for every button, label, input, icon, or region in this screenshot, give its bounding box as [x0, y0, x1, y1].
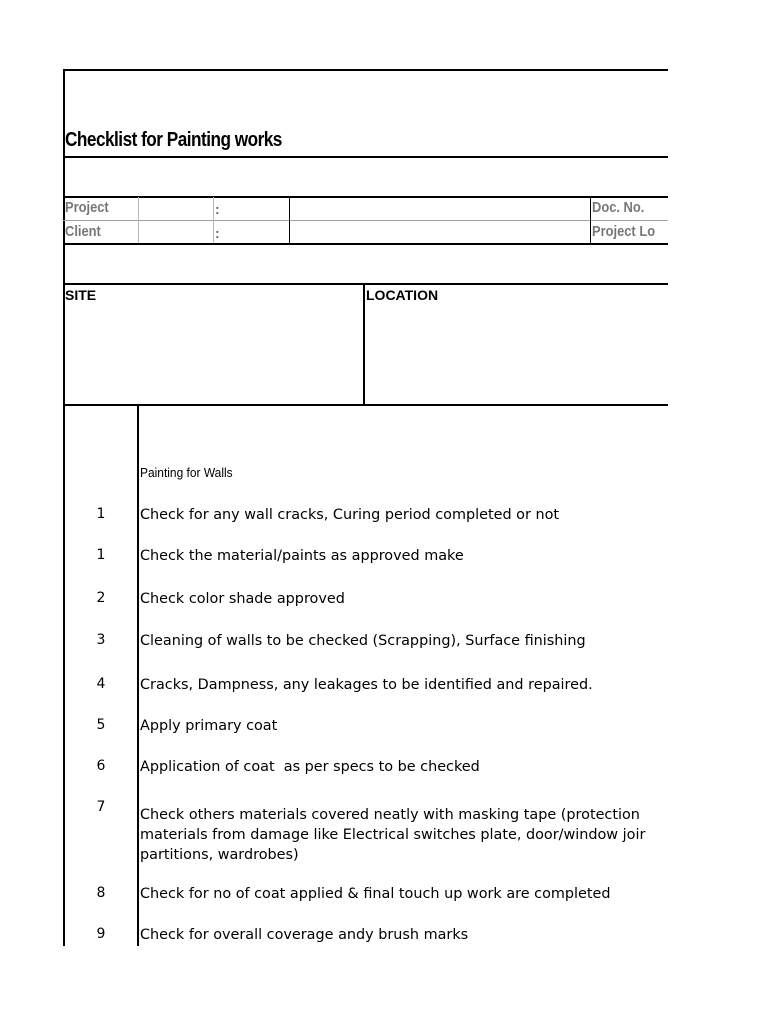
title-underline: [63, 156, 668, 158]
item-description: Apply primary coat: [140, 718, 278, 734]
header-grid-top: [63, 196, 668, 198]
item-number: 2: [96, 590, 106, 606]
project-label: Project: [65, 199, 109, 216]
site-label: SITE: [65, 287, 97, 303]
item-description: Application of coat as per specs to be checked: [140, 759, 480, 775]
header-grid-divider: [138, 197, 139, 243]
header-grid-divider: [590, 197, 591, 243]
header-grid-bottom: [63, 243, 668, 245]
item-description: Check for any wall cracks, Curing period completed or not: [140, 507, 560, 523]
header-grid-divider: [289, 197, 290, 243]
client-colon: :: [215, 225, 220, 241]
number-column-divider: [137, 405, 139, 946]
item-description: Check color shade approved: [140, 591, 345, 607]
project-location-label: Project Lo: [592, 223, 656, 240]
top-border: [63, 69, 668, 71]
checklist-subheading: Painting for Walls: [140, 465, 233, 480]
location-label: LOCATION: [366, 287, 439, 303]
site-location-divider: [363, 284, 365, 405]
item-description: Cleaning of walls to be checked (Scrapping), Surface finishing: [140, 633, 586, 649]
item-number: 8: [96, 885, 106, 901]
doc-no-label: Doc. No.: [592, 199, 645, 216]
item-description: Check others materials covered neatly with masking tape (protection materials from damage like Electrical switches plate, door/window joir partitions, wardrobes): [140, 807, 646, 863]
item-number: 6: [96, 758, 106, 774]
header-grid-divider: [213, 197, 214, 243]
document-title: Checklist for Painting works: [65, 129, 282, 151]
item-description: Check for no of coat applied & final touch up work are completed: [140, 886, 611, 902]
item-description: Cracks, Dampness, any leakages to be identified and repaired.: [140, 677, 593, 693]
header-grid-middle: [63, 220, 668, 221]
project-colon: :: [215, 201, 220, 217]
item-number: 7: [96, 799, 106, 815]
site-block-bottom: [63, 404, 668, 406]
item-number: 9: [96, 926, 106, 942]
item-description: Check the material/paints as approved make: [140, 548, 464, 564]
client-label: Client: [65, 223, 101, 240]
site-block-top: [63, 283, 668, 285]
item-number: 3: [96, 632, 106, 648]
item-number: 1: [96, 547, 106, 563]
item-number: 5: [96, 717, 106, 733]
item-number: 4: [96, 676, 106, 692]
item-description: Check for overall coverage andy brush marks: [140, 927, 469, 943]
item-number: 1: [96, 506, 106, 522]
